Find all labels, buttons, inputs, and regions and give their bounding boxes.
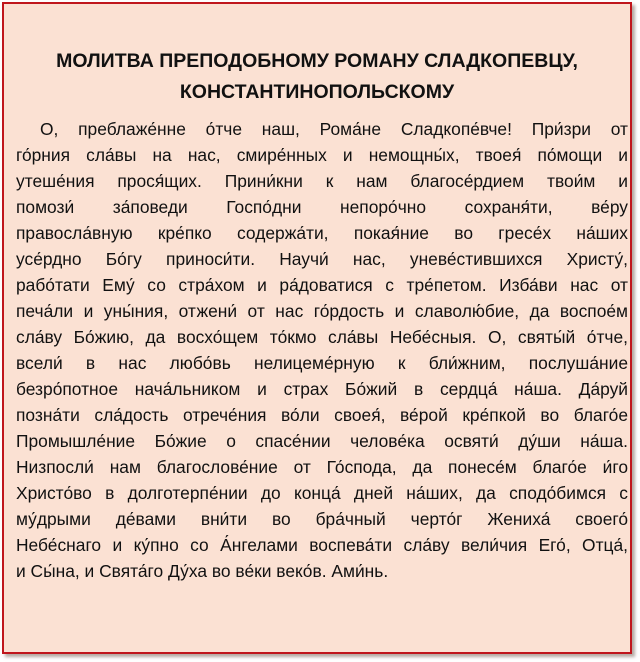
prayer-line: рабо́тати Ему́ со стра́хом и ра́доватися с тре́петом. Изба́ви нас от — [16, 275, 628, 295]
prayer-line: печа́ли и уны́ния, отжени́ от нас го́рдость и славолю́бие, да воспое́м — [16, 301, 628, 321]
prayer-line: го́рния сла́вы на нас, смире́нных и немощны́х, твоея́ по́мощи и — [16, 145, 628, 165]
prayer-line: Небе́снаго и ку́пно со А́нгелами воспева́ти сла́ву вели́чия Его́, Отца́, — [16, 535, 628, 555]
prayer-line: правосла́вную кре́пко содержа́ти, покая́ние во гресе́х на́ших — [16, 223, 628, 243]
prayer-line: Низпосли́ нам благослове́ние от Го́спода, да понесе́м благо́е и́го — [16, 457, 628, 477]
prayer-line: сла́ву Бо́жию, да восхо́щем то́кмо сла́вы Небе́сныя. О, святы́й о́тче, — [16, 327, 628, 347]
prayer-line: Промышле́ние Бо́жие о спасе́нии челове́ка освяти́ ду́ши на́ша. — [16, 431, 628, 451]
prayer-title-line-2: КОНСТАНТИНОПОЛЬСКОМУ — [179, 81, 455, 103]
prayer-line: и Сы́на, и Свята́го Ду́ха во ве́ки веко́в. Ами́нь. — [16, 561, 389, 581]
prayer-title — [4, 46, 630, 108]
prayer-line: всели́ в нас любо́вь нелицеме́рную к бли́жним, послуша́ние — [16, 353, 628, 373]
prayer-line: позна́ти сла́дость отрече́ния во́ли своея́, ве́рой кре́пкой во благо́е — [16, 405, 628, 425]
prayer-card — [2, 2, 632, 654]
prayer-line: усе́рдно Бо́гу приноси́ти. Научи́ нас, уневе́стившихся Христу́, — [16, 249, 628, 269]
prayer-line: О, преблаже́нне о́тче наш, Рома́не Сладкопе́вче! При́зри от — [40, 119, 628, 139]
prayer-line: му́дрыми де́вами вни́ти во бра́чный черто́г Жениха́ своего́ — [16, 509, 628, 529]
prayer-title-line-1: МОЛИТВА ПРЕПОДОБНОМУ РОМАНУ СЛАДКОПЕВЦУ, — [56, 50, 578, 72]
prayer-line: безро́потное нача́льником и страх Бо́жий в сердца́ на́ша. Да́руй — [16, 379, 628, 399]
prayer-text — [16, 116, 628, 584]
prayer-line: Христо́во в долготерпе́нии до конца́ дней на́ших, да сподо́бимся с — [16, 483, 628, 503]
prayer-line: помози́ за́поведи Госпо́дни непоро́чно сохраня́ти, ве́ру — [16, 197, 628, 217]
prayer-line: утеше́ния прося́щих. Прини́кни к нам благосе́рдием твои́м и — [16, 171, 628, 191]
